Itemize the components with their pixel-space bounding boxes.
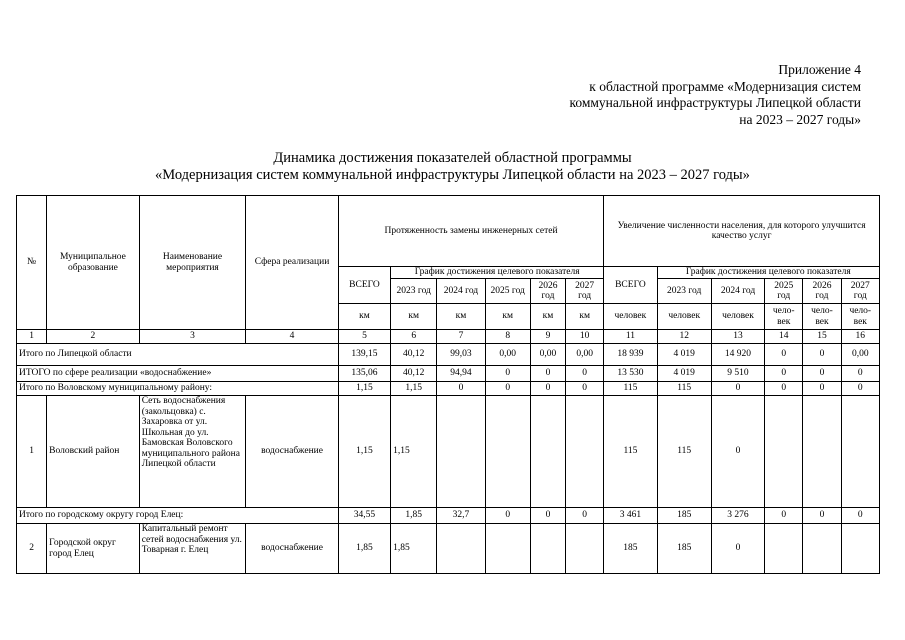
header-total-km: ВСЕГО	[338, 267, 390, 304]
header-year-2027: 2027 год	[566, 279, 604, 304]
table-cell: 1,85	[338, 524, 390, 574]
table-cell	[765, 396, 803, 508]
table-cell: 1,15	[338, 396, 390, 508]
table-cell: 139,15	[338, 344, 390, 366]
table-cell: 0	[566, 382, 604, 396]
table-cell: 0	[711, 524, 764, 574]
header-schedule-people: График достижения целевого показателя	[657, 267, 879, 279]
unit-km: км	[485, 304, 530, 330]
sphere-cell: водоснабжение	[246, 396, 339, 508]
event-description: Капитальный ремонт сетей водоснабжения ул. Товарная г. Елец	[139, 524, 246, 574]
col-number: 15	[803, 330, 841, 344]
table-cell: 0	[765, 508, 803, 524]
total-region-label: Итого по Липецкой области	[17, 344, 339, 366]
col-number: 11	[604, 330, 657, 344]
appendix-caption	[569, 62, 861, 128]
appendix-line-1: Приложение 4	[778, 62, 861, 77]
table-cell: 99,03	[437, 344, 485, 366]
table-cell: 1,15	[338, 382, 390, 396]
table-cell: 0	[485, 366, 530, 382]
table-cell: 0	[841, 366, 879, 382]
table-cell	[530, 524, 565, 574]
table-cell: 0	[437, 382, 485, 396]
unit-person: человек	[657, 304, 711, 330]
table-cell: 115	[657, 382, 711, 396]
table-cell	[566, 524, 604, 574]
elets-event-row	[17, 524, 880, 574]
table-cell: 0,00	[841, 344, 879, 366]
table-cell: 32,7	[437, 508, 485, 524]
table-cell: 1,85	[391, 524, 437, 574]
table-cell: 0	[765, 382, 803, 396]
table-cell: 115	[657, 396, 711, 508]
table-cell: 185	[657, 524, 711, 574]
col-number: 5	[338, 330, 390, 344]
table-cell: 40,12	[391, 344, 437, 366]
unit-km: км	[391, 304, 437, 330]
total-water-row	[17, 366, 880, 382]
table-cell	[485, 524, 530, 574]
table-cell: 0	[765, 366, 803, 382]
table-cell: 115	[604, 396, 657, 508]
table-cell: 1,15	[391, 382, 437, 396]
col-number: 7	[437, 330, 485, 344]
table-cell: 0,00	[485, 344, 530, 366]
unit-person-short: чело-век	[841, 304, 879, 330]
row-number: 2	[17, 524, 47, 574]
row-number: 1	[17, 396, 47, 508]
table-cell: 135,06	[338, 366, 390, 382]
table-cell: 185	[657, 508, 711, 524]
unit-person-short: чело-век	[803, 304, 841, 330]
header-year-2023: 2023 год	[391, 279, 437, 304]
table-cell: 0	[530, 508, 565, 524]
table-cell	[437, 524, 485, 574]
unit-person: человек	[711, 304, 764, 330]
table-cell: 0,00	[530, 344, 565, 366]
table-cell: 0	[803, 344, 841, 366]
table-cell: 34,55	[338, 508, 390, 524]
table-cell: 0	[485, 508, 530, 524]
header-year-2025: 2025 год	[485, 279, 530, 304]
indicators-table	[16, 195, 880, 574]
table-cell: 0	[803, 508, 841, 524]
header-population-increase: Увеличение численности населения, для которого улучшится качество услуг	[604, 196, 880, 267]
table-cell: 0	[530, 366, 565, 382]
unit-km: км	[530, 304, 565, 330]
header-year-2023-people: 2023 год	[657, 279, 711, 304]
header-event: Наименование мероприятия	[139, 196, 246, 330]
table-cell: 0	[530, 382, 565, 396]
table-cell: 3 276	[711, 508, 764, 524]
total-volovo-label: Итого по Воловскому муниципальному району:	[17, 382, 339, 396]
table-cell: 0	[841, 508, 879, 524]
col-number: 10	[566, 330, 604, 344]
header-year-2025-people: 2025 год	[765, 279, 803, 304]
table-cell: 0,00	[566, 344, 604, 366]
header-schedule-km: График достижения целевого показателя	[391, 267, 604, 279]
total-elets-row	[17, 508, 880, 524]
table-cell: 0	[841, 382, 879, 396]
table-cell: 0	[711, 382, 764, 396]
municipality-cell: Городской округ город Елец	[47, 524, 140, 574]
title-line-2: «Модернизация систем коммунальной инфраструктуры Липецкой области на 2023 – 2027 годы»	[155, 166, 750, 183]
table-cell: 0	[765, 344, 803, 366]
unit-km: км	[437, 304, 485, 330]
unit-person: человек	[604, 304, 657, 330]
header-total-people: ВСЕГО	[604, 267, 657, 304]
table-cell	[765, 524, 803, 574]
table-cell	[437, 396, 485, 508]
table-cell: 1,85	[391, 508, 437, 524]
table-cell	[530, 396, 565, 508]
table-cell: 4 019	[657, 344, 711, 366]
appendix-line-2: к областной программе «Модернизация систем	[589, 78, 861, 94]
unit-km: км	[566, 304, 604, 330]
table-cell: 4 019	[657, 366, 711, 382]
table-cell	[566, 396, 604, 508]
appendix-line-3: коммунальной инфраструктуры Липецкой области	[569, 95, 861, 110]
municipality-cell: Воловский район	[47, 396, 140, 508]
header-year-2024-people: 2024 год	[711, 279, 764, 304]
col-number: 8	[485, 330, 530, 344]
header-num: №	[17, 196, 47, 330]
col-number: 12	[657, 330, 711, 344]
col-number: 13	[711, 330, 764, 344]
title-line-1: Динамика достижения показателей областной программы	[273, 150, 632, 166]
total-water-label: ИТОГО по сфере реализации «водоснабжение»	[17, 366, 339, 382]
total-region-row	[17, 344, 880, 366]
appendix-line-4: на 2023 – 2027 годы»	[739, 111, 861, 127]
table-cell: 3 461	[604, 508, 657, 524]
header-year-2027-people: 2027 год	[841, 279, 879, 304]
document-title	[0, 150, 905, 183]
header-network-length: Протяженность замены инженерных сетей	[338, 196, 603, 267]
table-cell: 0	[566, 508, 604, 524]
table-cell: 0	[803, 382, 841, 396]
table-cell	[485, 396, 530, 508]
total-volovo-row	[17, 382, 880, 396]
table-cell: 115	[604, 382, 657, 396]
col-number: 2	[47, 330, 140, 344]
table-cell: 9 510	[711, 366, 764, 382]
table-cell	[841, 396, 879, 508]
table-cell: 0	[711, 396, 764, 508]
sphere-cell: водоснабжение	[246, 524, 339, 574]
table-cell: 94,94	[437, 366, 485, 382]
unit-person-short: чело-век	[765, 304, 803, 330]
col-number: 14	[765, 330, 803, 344]
table-cell: 185	[604, 524, 657, 574]
header-year-2024: 2024 год	[437, 279, 485, 304]
header-year-2026-people: 2026 год	[803, 279, 841, 304]
col-number: 9	[530, 330, 565, 344]
unit-km: км	[338, 304, 390, 330]
table-cell: 18 939	[604, 344, 657, 366]
col-number: 16	[841, 330, 879, 344]
col-number: 3	[139, 330, 246, 344]
table-cell	[803, 524, 841, 574]
table-cell: 1,15	[391, 396, 437, 508]
table-cell: 0	[803, 366, 841, 382]
header-municipality: Муниципальное образование	[47, 196, 140, 330]
col-number: 6	[391, 330, 437, 344]
column-numbers-row	[17, 330, 880, 344]
volovo-event-row	[17, 396, 880, 508]
table-cell: 0	[566, 366, 604, 382]
table-cell: 14 920	[711, 344, 764, 366]
header-row-1	[17, 196, 880, 267]
table-cell	[803, 396, 841, 508]
total-elets-label: Итого по городскому округу город Елец:	[17, 508, 339, 524]
table-cell: 0	[485, 382, 530, 396]
table-cell	[841, 524, 879, 574]
col-number: 4	[246, 330, 339, 344]
col-number: 1	[17, 330, 47, 344]
event-description: Сеть водоснабжения (закольцовка) с. Захаровка от ул. Школьная до ул. Бамовская Воловского муниципального района Липецкой области	[139, 396, 246, 508]
table-cell: 13 530	[604, 366, 657, 382]
table-cell: 40,12	[391, 366, 437, 382]
header-sphere: Сфера реализации	[246, 196, 339, 330]
header-year-2026: 2026 год	[530, 279, 565, 304]
